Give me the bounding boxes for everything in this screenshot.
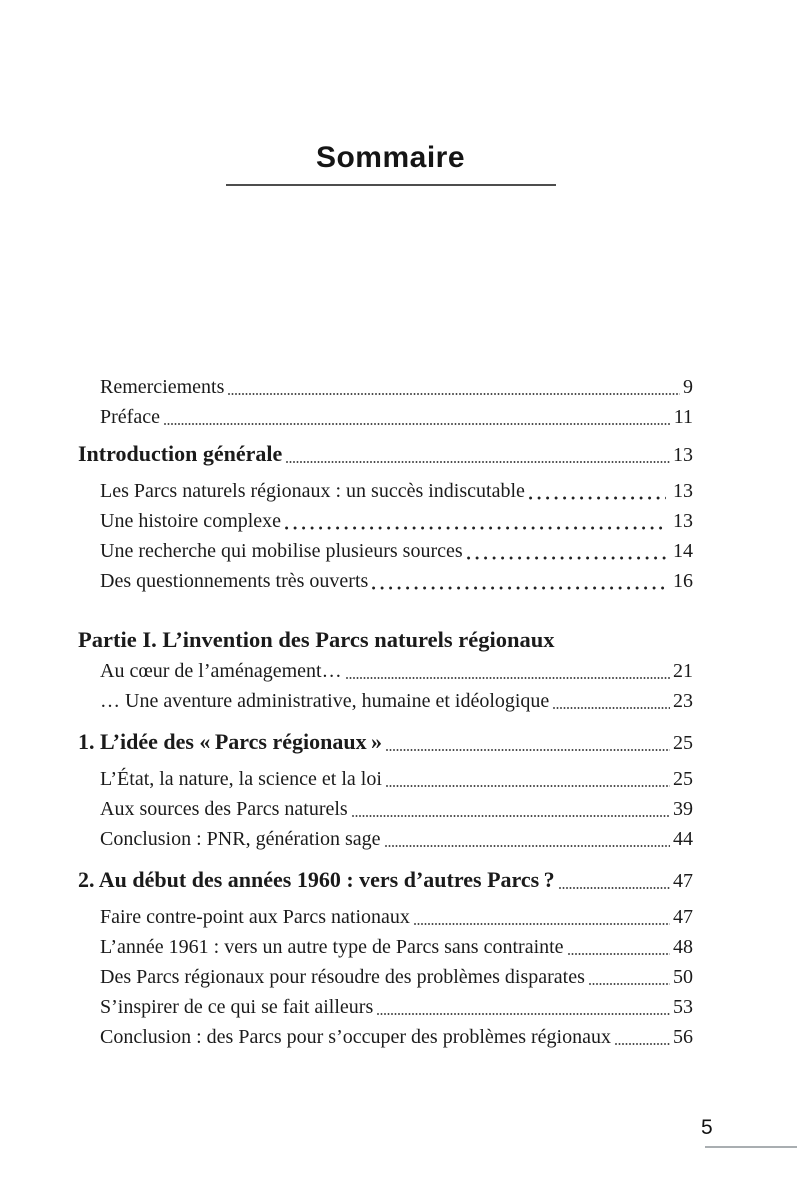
toc-entry-label: Une histoire complexe (100, 510, 282, 532)
toc-entry-label: Au cœur de l’aménagement… (100, 660, 342, 682)
page-title: Sommaire (315, 141, 466, 174)
toc-entry (78, 503, 693, 533)
toc-entry (78, 929, 693, 959)
toc-entry-label: Partie I. L’invention des Parcs naturels régionaux (78, 627, 555, 652)
dot-leader (589, 983, 670, 985)
toc-entry-page: 11 (673, 406, 693, 428)
toc-entry-page: 13 (673, 480, 693, 502)
toc-entry (78, 533, 693, 563)
toc-entry (78, 429, 693, 467)
footer-rule (705, 1146, 797, 1148)
toc-entry-page: 53 (673, 996, 693, 1018)
toc-entry-label: Remerciements (100, 376, 225, 398)
toc-entry-label: Les Parcs naturels régionaux : un succès indiscutable (100, 480, 525, 502)
toc-entry-label: Faire contre-point aux Parcs nationaux (100, 906, 410, 928)
dot-leader (615, 1043, 670, 1045)
toc-entry-page: 25 (673, 768, 693, 790)
toc-entry-label: 1. L’idée des « Parcs régionaux » (78, 729, 382, 754)
toc-entry (78, 1019, 693, 1049)
toc-entry-page: 13 (673, 444, 693, 466)
footer-page-number: 5 (701, 1116, 713, 1139)
toc-entry (78, 989, 693, 1019)
toc-entry-label: Préface (100, 406, 160, 428)
dot-leader (467, 556, 666, 560)
toc-entry (78, 369, 693, 399)
table-of-contents (78, 369, 693, 1049)
dot-leader (346, 677, 670, 679)
toc-entry (78, 563, 693, 593)
toc-entry-label: Une recherche qui mobilise plusieurs sources (100, 540, 463, 562)
toc-entry (78, 653, 693, 683)
toc-entry (78, 899, 693, 929)
dot-leader (553, 707, 670, 709)
toc-entry-page: 48 (673, 936, 693, 958)
dot-leader (386, 749, 670, 751)
dot-leader (568, 953, 670, 955)
dot-leader (377, 1013, 670, 1015)
dot-leader (372, 586, 666, 590)
toc-entry-label: L’État, la nature, la science et la loi (100, 768, 382, 790)
toc-entry-label: … Une aventure administrative, humaine et idéologique (100, 690, 550, 712)
toc-entry-label: Introduction générale (78, 441, 283, 466)
toc-part-heading (78, 615, 693, 653)
toc-entry (78, 791, 693, 821)
dot-leader (228, 393, 680, 395)
toc-entry (78, 473, 693, 503)
dot-leader (286, 461, 670, 463)
toc-entry-label: Des Parcs régionaux pour résoudre des problèmes disparates (100, 966, 585, 988)
toc-entry (78, 761, 693, 791)
toc-entry-label: L’année 1961 : vers un autre type de Parcs sans contrainte (100, 936, 564, 958)
toc-entry-page: 56 (673, 1026, 693, 1048)
toc-entry (78, 959, 693, 989)
toc-entry-page: 50 (673, 966, 693, 988)
dot-leader (414, 923, 670, 925)
dot-leader (352, 815, 670, 817)
toc-entry-label: S’inspirer de ce qui se fait ailleurs (100, 996, 374, 1018)
toc-entry-page: 13 (673, 510, 693, 532)
toc-entry-page: 39 (673, 798, 693, 820)
toc-entry-page: 16 (673, 570, 693, 592)
toc-entry-page: 25 (673, 732, 693, 754)
dot-leader (386, 785, 670, 787)
toc-entry-label: Conclusion : des Parcs pour s’occuper des problèmes régionaux (100, 1026, 611, 1048)
toc-entry (78, 855, 693, 893)
toc-entry-page: 21 (673, 660, 693, 682)
toc-entry-page: 9 (683, 376, 693, 398)
toc-entry-page: 47 (673, 870, 693, 892)
toc-entry (78, 821, 693, 851)
dot-leader (559, 887, 670, 889)
toc-entry-label: Des questionnements très ouverts (100, 570, 369, 592)
toc-entry-page: 23 (673, 690, 693, 712)
dot-leader (164, 423, 671, 425)
dot-leader (285, 526, 666, 530)
toc-entry-label: Conclusion : PNR, génération sage (100, 828, 381, 850)
toc-entry-label: Aux sources des Parcs naturels (100, 798, 348, 820)
toc-entry-label: 2. Au début des années 1960 : vers d’autres Parcs ? (78, 867, 555, 892)
toc-entry-page: 47 (673, 906, 693, 928)
toc-entry (78, 683, 693, 713)
toc-entry (78, 399, 693, 429)
dot-leader (385, 845, 670, 847)
dot-leader (529, 496, 666, 500)
toc-entry (78, 717, 693, 755)
title-underline (226, 184, 556, 186)
toc-entry-page: 44 (673, 828, 693, 850)
toc-entry-page: 14 (673, 540, 693, 562)
